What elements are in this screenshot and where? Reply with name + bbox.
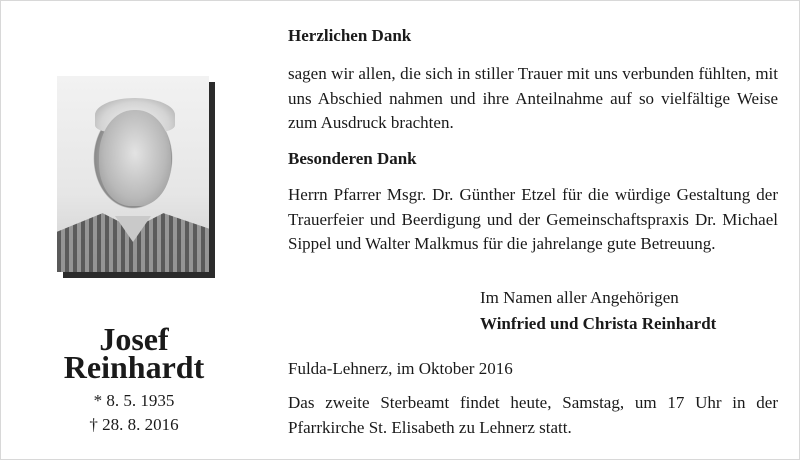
special-thanks-paragraph: Herrn Pfarrer Msgr. Dr. Günther Etzel für die würdige Gestaltung der Trauerfeier und Beerdigung und der Gemeinschaftspraxis Dr. Michael Sippel und Walter Malkmus für die jahrelange gute Betreuung. bbox=[288, 185, 778, 253]
thanks-paragraph: sagen wir allen, die sich in stiller Trauer mit uns verbunden fühlten, mit uns Abschied nahmen und ihre Anteilnahme auf so vielfältige Weise zum Ausdruck brachten. bbox=[288, 64, 778, 132]
portrait-photo bbox=[57, 76, 209, 272]
death-date: † 28. 8. 2016 bbox=[89, 415, 179, 434]
portrait-face bbox=[99, 110, 171, 206]
heading-special-thanks: Besonderen Dank bbox=[288, 149, 417, 168]
deceased-first-name: Josef bbox=[99, 321, 169, 357]
birth-date: * 8. 5. 1935 bbox=[93, 391, 175, 410]
place-date: Fulda-Lehnerz, im Oktober 2016 bbox=[288, 359, 513, 378]
deceased-last-name: Reinhardt bbox=[63, 349, 205, 385]
heading-thanks: Herzlichen Dank bbox=[288, 26, 412, 45]
signature-intro: Im Namen aller Angehörigen bbox=[480, 288, 679, 307]
mass-notice: Das zweite Sterbeamt findet heute, Samstag, um 17 Uhr in der Pfarrkirche St. Elisabeth zu Lehnerz statt. bbox=[288, 393, 778, 437]
signature-names: Winfried und Christa Reinhardt bbox=[480, 314, 717, 333]
